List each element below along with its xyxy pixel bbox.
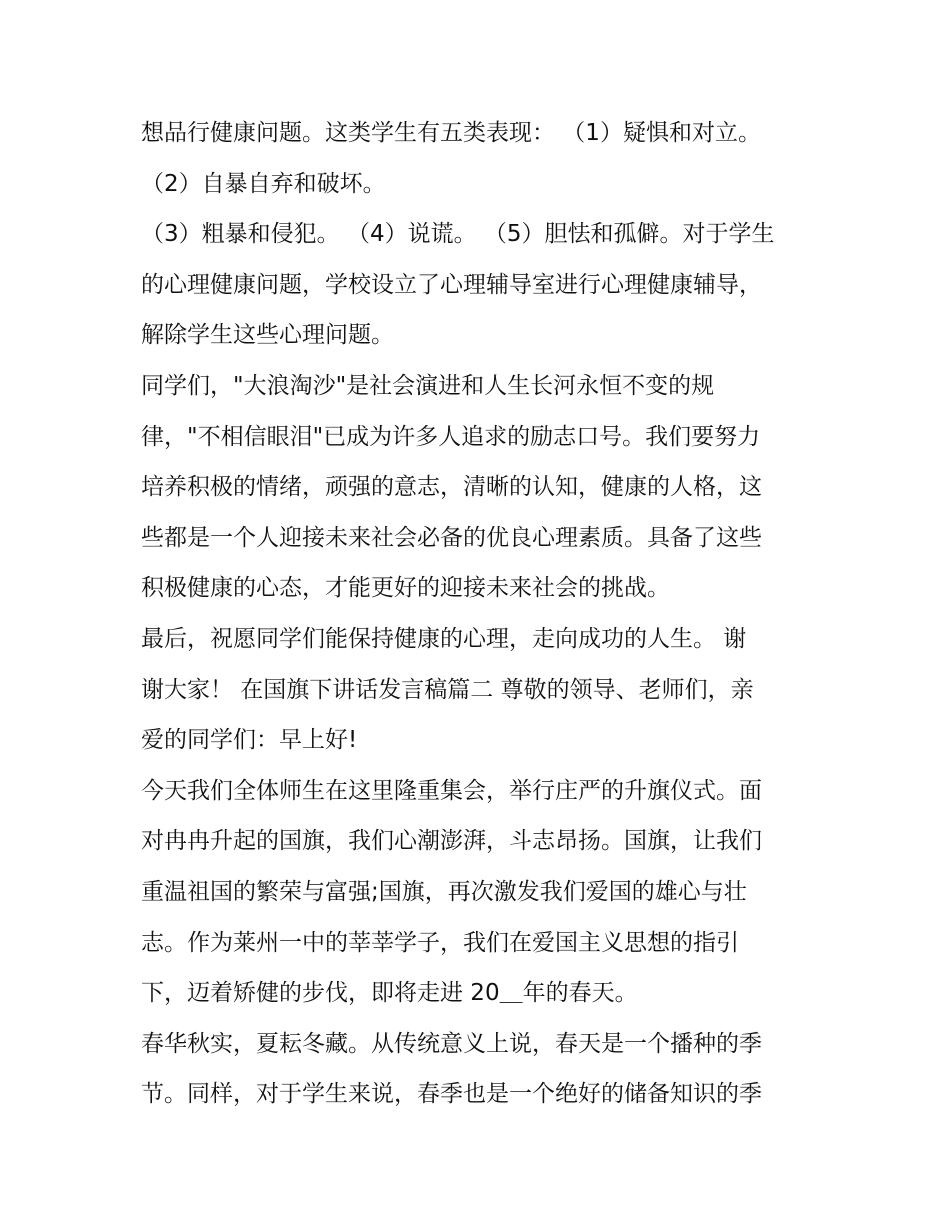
document-body xyxy=(141,108,821,1120)
text-line: 节。同样，对于学生来说，春季也是一个绝好的储备知识的季 xyxy=(141,1081,762,1108)
text-line: 培养积极的情绪，顽强的意志，清晰的认知，健康的人格，这 xyxy=(141,474,762,501)
text-line: 同学们，"大浪淘沙"是社会演进和人生长河永恒不变的规 xyxy=(141,372,715,399)
text-line: 志。作为莱州一中的莘莘学子，我们在爱国主义思想的指引 xyxy=(141,929,739,956)
text-line: 对冉冉升起的国旗，我们心潮澎湃，斗志昂扬。国旗，让我们 xyxy=(141,828,762,855)
text-line: 春华秋实，夏耘冬藏。从传统意义上说，春天是一个播种的季 xyxy=(141,1030,762,1057)
text-line: 解除学生这些心理问题。 xyxy=(141,322,394,349)
text-line: 积极健康的心态，才能更好的迎接未来社会的挑战。 xyxy=(141,575,670,602)
text-line: 爱的同学们：早上好! xyxy=(141,727,358,754)
text-line: （3）粗暴和侵犯。 （4）说谎。 （5）胆怯和孤僻。对于学生 xyxy=(141,221,775,248)
text-line: 重温祖国的繁荣与富强;国旗，再次激发我们爱国的雄心与壮 xyxy=(141,878,747,905)
text-line: 些都是一个人迎接未来社会必备的优良心理素质。具备了这些 xyxy=(141,524,762,551)
text-line: 想品行健康问题。这类学生有五类表现： （1）疑惧和对立。 xyxy=(141,120,761,146)
text-line: 今天我们全体师生在这里隆重集会，举行庄严的升旗仪式。面 xyxy=(141,777,762,804)
text-line: 谢大家！ 在国旗下讲话发言稿篇二 尊敬的领导、老师们，亲 xyxy=(141,676,754,703)
text-line: （2）自暴自弃和破坏。 xyxy=(141,170,386,197)
text-line: 最后，祝愿同学们能保持健康的心理，走向成功的人生。 谢 xyxy=(141,625,747,652)
text-line: 的心理健康问题，学校设立了心理辅导室进行心理健康辅导， xyxy=(141,271,762,298)
text-line: 下，迈着矫健的步伐，即将走进 20＿年的春天。 xyxy=(141,980,638,1007)
text-line: 律，"不相信眼泪"已成为许多人追求的励志口号。我们要努力 xyxy=(141,423,761,450)
